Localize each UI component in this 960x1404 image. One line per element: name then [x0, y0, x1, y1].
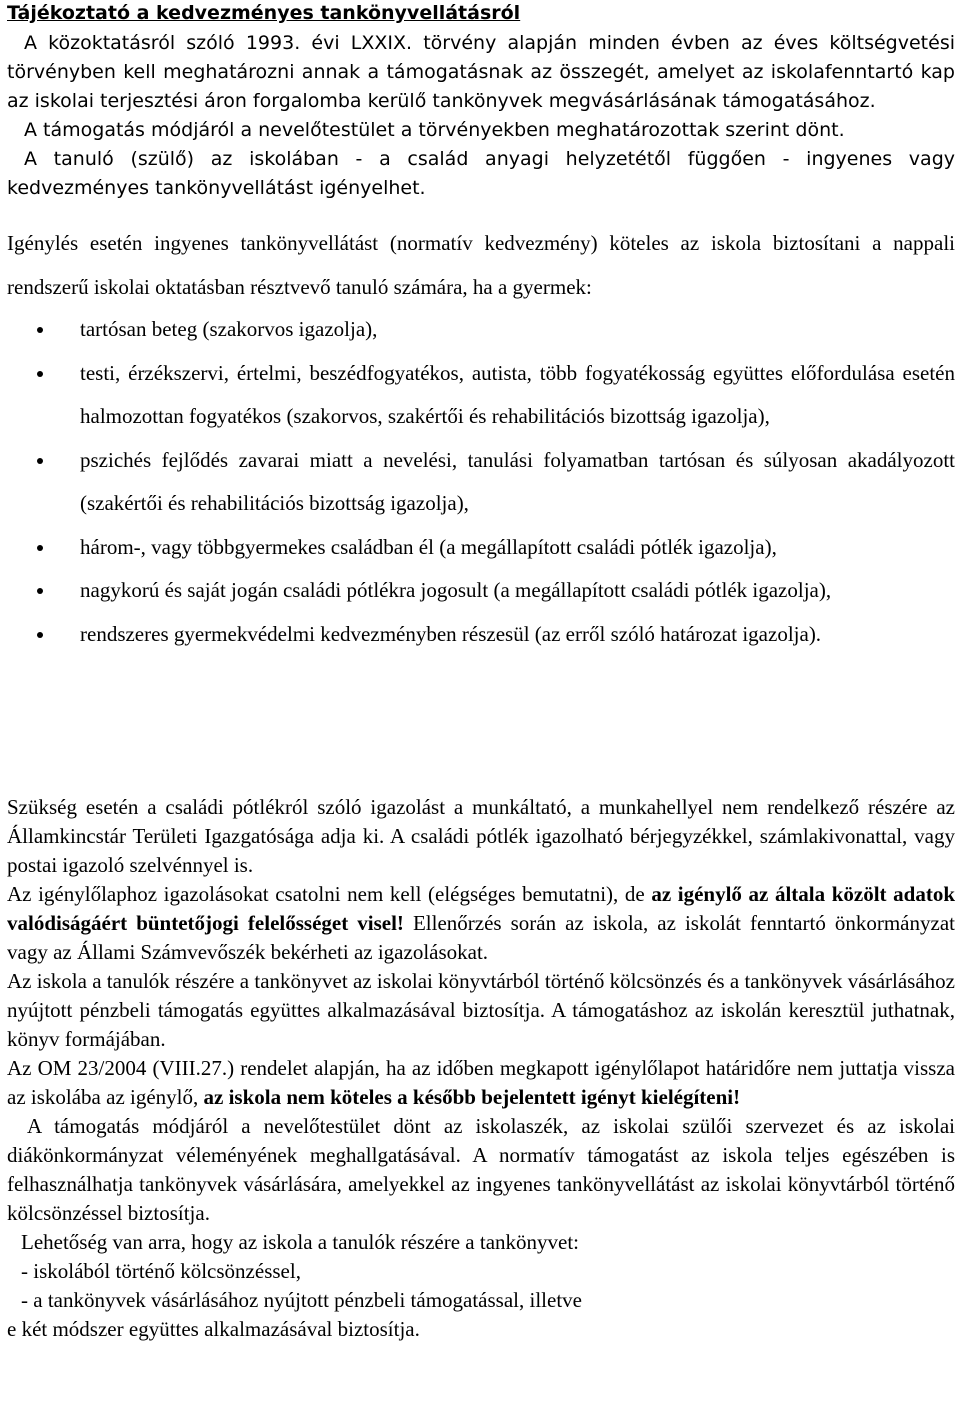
list-item-text: három-, vagy többgyermekes családban él (a megállapított családi pótlék igazolja), [80, 534, 777, 559]
bullet-icon [37, 458, 43, 464]
list-item-text: pszichés fejlődés zavarai miatt a nevelési, tanulási folyamatban tartósan és súlyosan akadályozott (szakértői és rehabilitációs bizottság igazolja), [80, 447, 955, 515]
details-section [7, 793, 955, 1344]
decision-paragraph: A támogatás módjáról a nevelőtestület dönt az iskolaszék, az iskolai szülői szervezet és az iskolai diákönkormányzat véleményének meghallgatásával. A normatív támogatást az iskola teljes egészében is felhasználhatja tankönyvek vásárlására, amelyekkel az ingyenes tankönyvellátást az iskolai könyvtárból történő kölcsönzéssel biztosítja. [7, 1114, 955, 1225]
list-item-text: testi, érzékszervi, értelmi, beszédfogyatékos, autista, több fogyatékosság együttes előfordulása esetén halmozottan fogyatékos (szakorvos, szakértői és rehabilitációs bizottság igazolja), [80, 360, 955, 428]
responsibility-text: Az igénylőlaphoz igazolásokat csatolni nem kell (elégséges bemutatni), de [7, 882, 652, 906]
closing-line: e két módszer együttes alkalmazásával biztosítja. [7, 1317, 420, 1341]
bullet-icon [37, 327, 43, 333]
list-item [7, 308, 955, 352]
option-item: - a tankönyvek vásárlásához nyújtott pénzbeli támogatással, illetve [21, 1288, 582, 1312]
deadline-text: Az OM 23/2004 (VIII.27.) rendelet alapján, ha az időben megkapott igénylőlapot határidőre nem juttatja vissza az iskolába az igénylő, [7, 1056, 955, 1109]
certificate-paragraph: Szükség esetén a családi pótlékról szóló igazolást a munkáltató, a munkahellyel nem rendelkező részére az Államkincstár Területi Igazgatósága adja ki. A családi pótlék igazolható bérjegyzékkel, számlakivonattal, vagy postai igazoló szelvénnyel is. [7, 795, 955, 877]
bullet-icon [37, 371, 43, 377]
list-item [7, 352, 955, 439]
bullet-icon [37, 545, 43, 551]
list-item [7, 569, 955, 613]
list-item-text: nagykorú és saját jogán családi pótlékra jogosult (a megállapított családi pótlék igazolja), [80, 578, 832, 602]
list-item-text: tartósan beteg (szakorvos igazolja), [80, 317, 378, 341]
intro-section [7, 29, 955, 203]
responsibility-warning: az igénylő az általa közölt adatok valódiságáért büntetőjogi felelősséget visel! [7, 882, 956, 935]
deadline-warning: az iskola nem köteles a később bejelentett igényt kielégíteni! [203, 1085, 741, 1109]
bullet-icon [37, 632, 43, 638]
bullet-icon [37, 588, 43, 594]
document-title: Tájékoztató a kedvezményes tankönyvellátásról [7, 2, 521, 24]
law-paragraph: A közoktatásról szóló 1993. évi LXXIX. törvény alapján minden évben az éves költségvetési törvényben kell meghatározni annak a támogatásnak az összegét, amelyet az iskolafenntartó kap az iskolai terjesztési áron forgalomba kerülő tankönyvek megvásárlásának támogatásához. [7, 32, 955, 112]
option-item: - iskolából történő kölcsönzéssel, [21, 1259, 301, 1283]
entitlement-intro: Igénylés esetén ingyenes tankönyvellátást (normatív kedvezmény) köteles az iskola biztosítani a nappali rendszerű iskolai oktatásban résztvevő tanuló számára, ha a gyermek: [7, 231, 955, 299]
list-item [7, 526, 955, 570]
library-paragraph: Az iskola a tanulók részére a tankönyvet az iskolai könyvtárból történő kölcsönzés és a tankönyvek vásárlásához nyújtott pénzbeli támogatás együttes alkalmazásával biztosítja. A támogatáshoz az iskolán keresztül juthatnak, könyv formájában. [7, 969, 955, 1051]
responsibility-text-end: Ellenőrzés során az iskola, az iskolát fenntartó önkormányzat vagy az Állami Számvevőszék bekérheti az igazolásokat. [7, 911, 955, 964]
decision-note: A támogatás módjáról a nevelőtestület a törvényekben meghatározottak szerint dönt. [24, 119, 845, 141]
responsibility-paragraph [7, 880, 955, 967]
conditions-list [7, 308, 955, 656]
options-intro: Lehetőség van arra, hogy az iskola a tanulók részére a tankönyvet: [21, 1230, 580, 1254]
list-item-text: rendszeres gyermekvédelmi kedvezményben részesül (az erről szóló határozat igazolja). [80, 621, 822, 646]
list-item [7, 439, 955, 526]
request-note: A tanuló (szülő) az iskolában - a család anyagi helyzetétől függően - ingyenes vagy kedvezményes tankönyvellátást igényelhet. [7, 148, 955, 199]
list-item [7, 613, 955, 657]
deadline-paragraph [7, 1054, 955, 1112]
